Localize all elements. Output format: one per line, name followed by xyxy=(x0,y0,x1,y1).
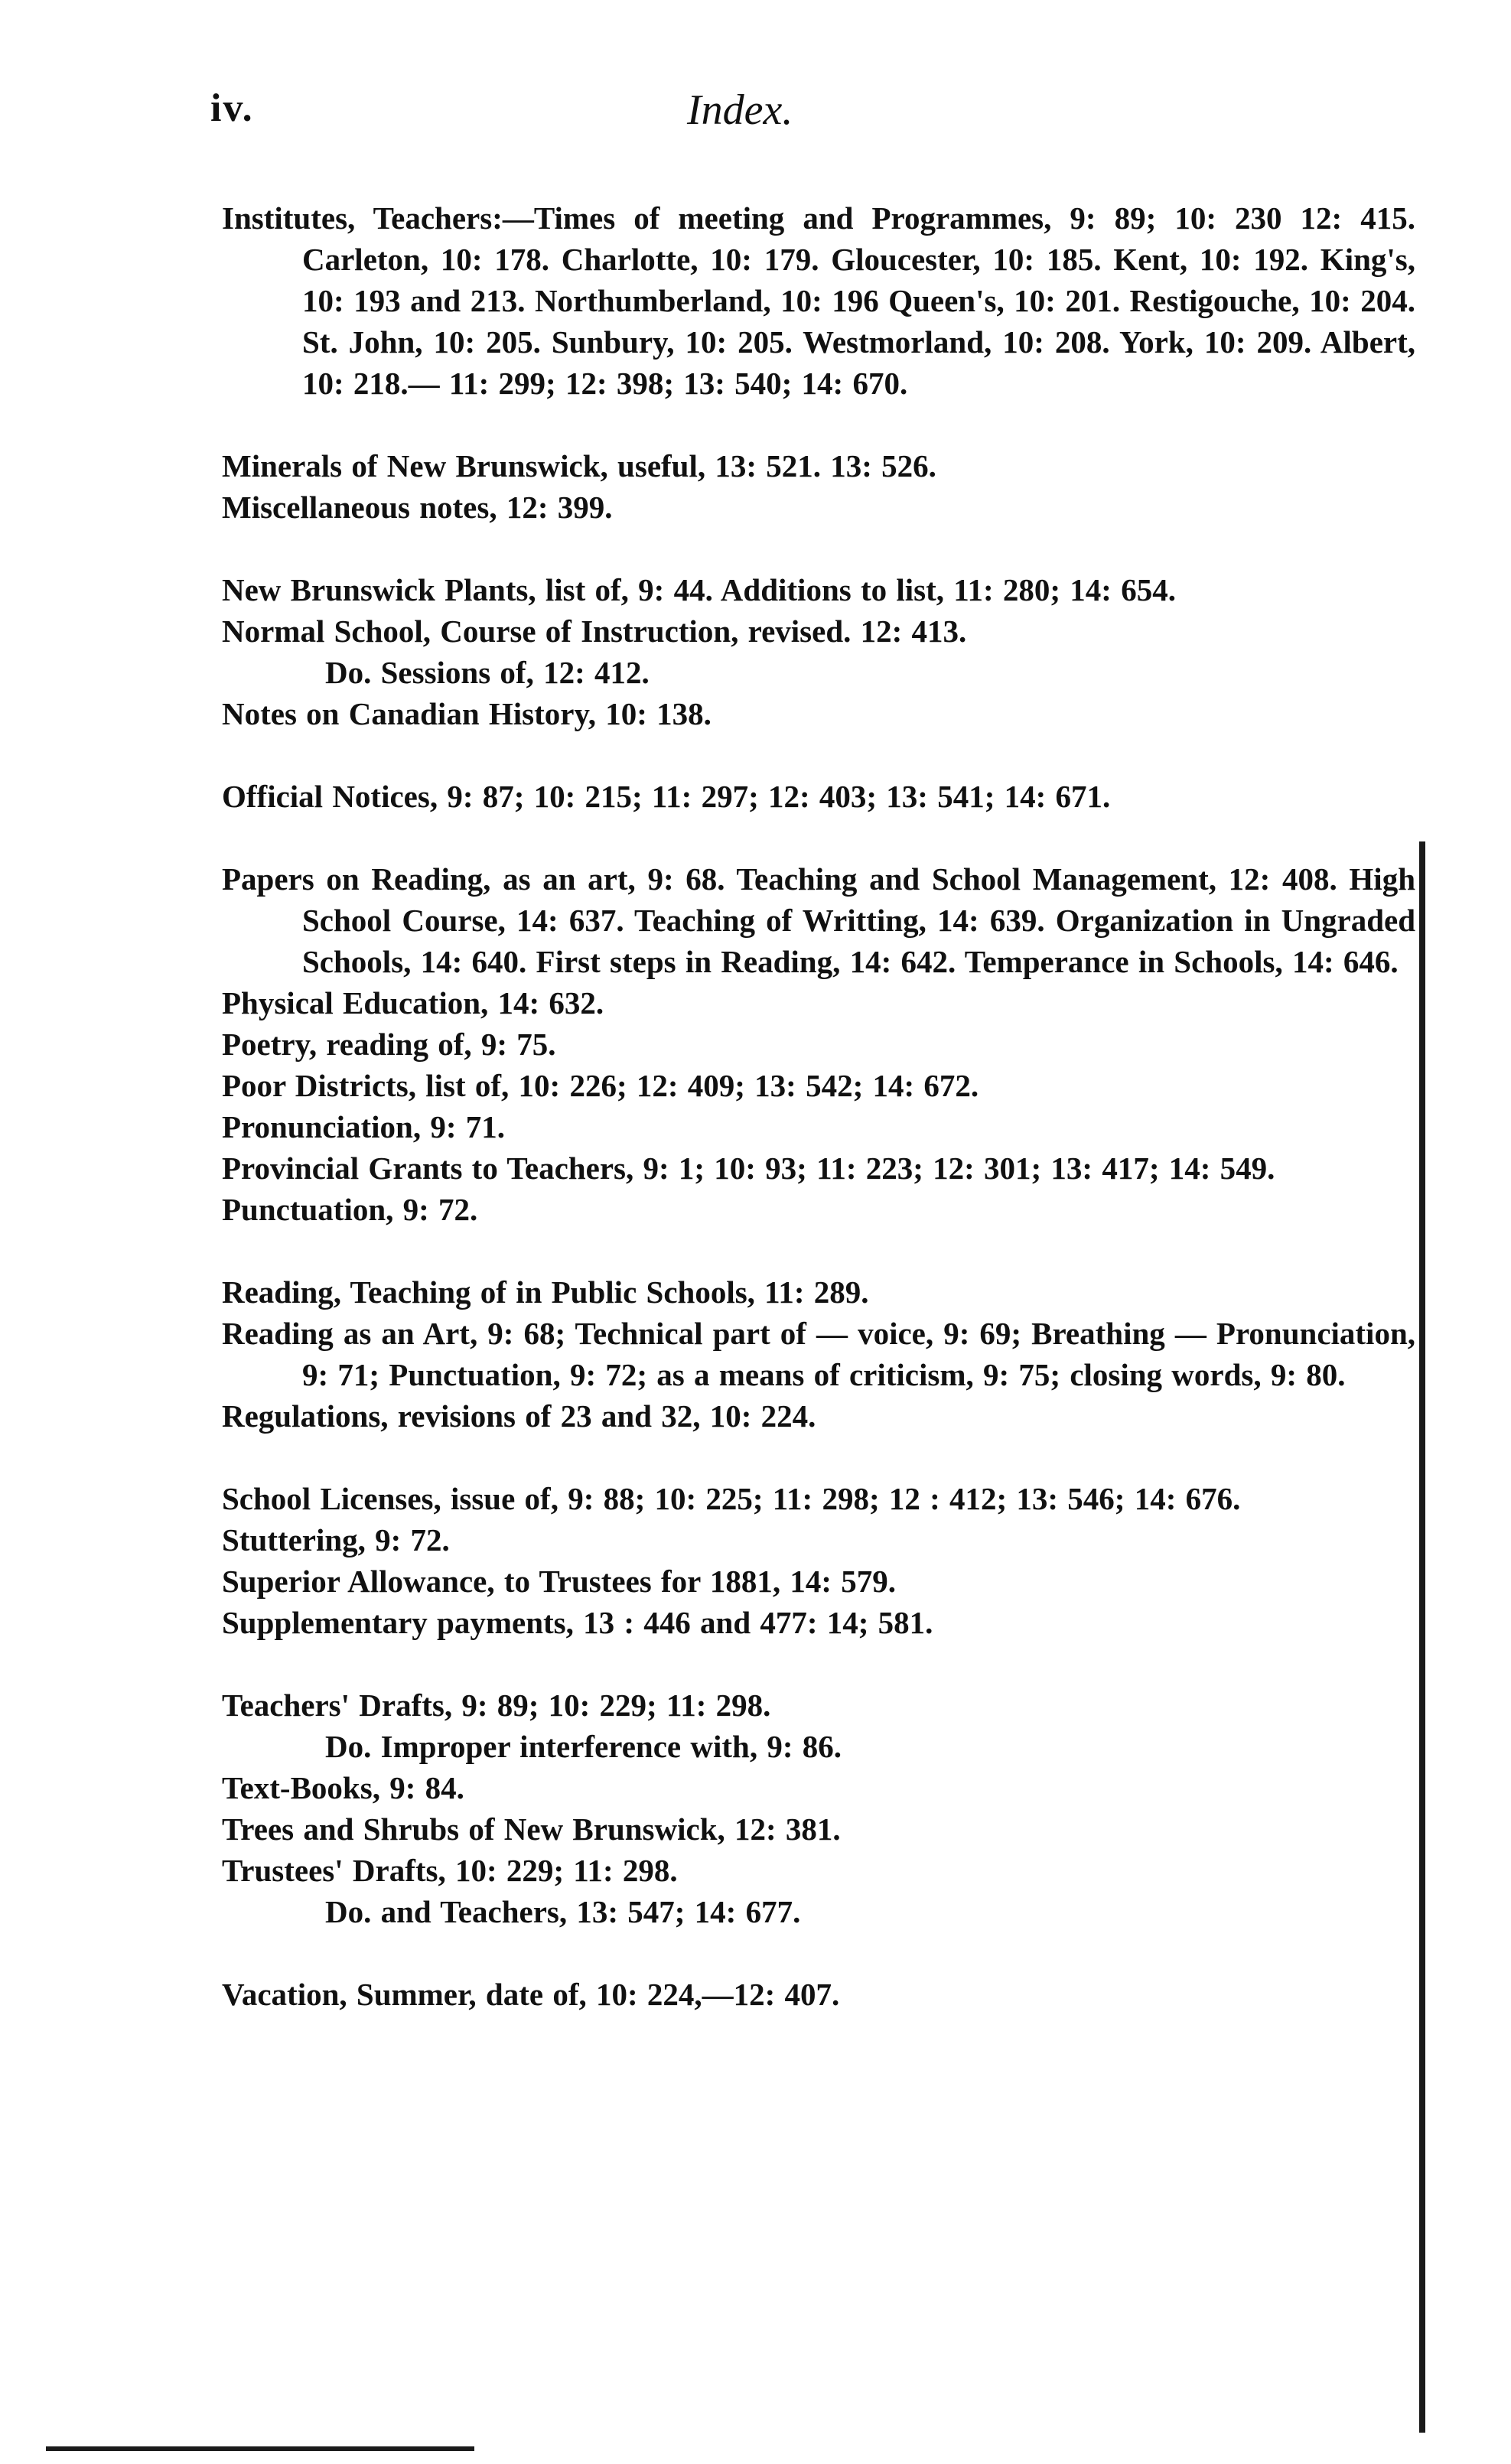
index-entry: Notes on Canadian History, 10: 138. xyxy=(222,696,712,731)
index-group xyxy=(222,197,1415,404)
index-entry: Supplementary payments, 13 : 446 and 477: 14; 581. xyxy=(222,1605,933,1640)
index-group xyxy=(222,1684,1415,1932)
index-entry: Reading, Teaching of in Public Schools, 11: 289. xyxy=(222,1274,869,1310)
index-entry: Poetry, reading of, 9: 75. xyxy=(222,1027,556,1062)
index-entry: School Licenses, issue of, 9: 88; 10: 225; 11: 298; 12 : 412; 13: 546; 14: 676. xyxy=(222,1481,1241,1516)
index-entry: Papers on Reading, as an art, 9: 68. Teaching and School Management, 12: 408. High School Course, 14: 637. Teaching of Writting, 14: 639. Organization in Ungraded Schools, 14: 640. First steps in Reading, 14: 642. Temperance in Schools, 14: 646. xyxy=(222,861,1415,979)
index-entry: Provincial Grants to Teachers, 9: 1; 10: 93; 11: 223; 12: 301; 13: 417; 14: 549. xyxy=(222,1151,1275,1186)
index-entry: Official Notices, 9: 87; 10: 215; 11: 297; 12: 403; 13: 541; 14: 671. xyxy=(222,779,1111,814)
index-subentry: Do. and Teachers, 13: 547; 14: 677. xyxy=(325,1894,801,1929)
index-entry: Minerals of New Brunswick, useful, 13: 521. 13: 526. xyxy=(222,448,936,483)
index-entry: Trustees' Drafts, 10: 229; 11: 298. xyxy=(222,1853,678,1888)
index-group xyxy=(222,858,1415,1230)
index-entry: Regulations, revisions of 23 and 32, 10: 224. xyxy=(222,1398,816,1434)
margin-rule xyxy=(1419,841,1425,2433)
index-entry: Physical Education, 14: 632. xyxy=(222,985,604,1020)
index-group xyxy=(222,569,1415,734)
running-head-title: Index. xyxy=(687,86,793,134)
index-entry: Normal School, Course of Instruction, revised. 12: 413. xyxy=(222,614,967,649)
index-entry: Reading as an Art, 9: 68; Technical part of — voice, 9: 69; Breathing — Pronunciation, 9: 71; Punctuation, 9: 72; as a means of criticism, 9: 75; closing words, 9: 80. xyxy=(222,1316,1415,1392)
index-entry: Institutes, Teachers:—Times of meeting and Programmes, 9: 89; 10: 230 12: 415. Carleton, 10: 178. Charlotte, 10: 179. Gloucester, 10: 185. Kent, 10: 192. King's, 10: 193 and 213. Northumberland, 10: 196 Queen's, 10: 201. Restigouche, 10: 204. St. John, 10: 205. Sunbury, 10: 205. Westmorland, 10: 208. York, 10: 209. Albert, 10: 218.— 11: 299; 12: 398; 13: 540; 14: 670. xyxy=(222,200,1415,401)
index-subentry: Do. Improper interference with, 9: 86. xyxy=(325,1729,842,1764)
index-group xyxy=(222,1271,1415,1437)
index-entry: Superior Allowance, to Trustees for 1881, 14: 579. xyxy=(222,1564,897,1599)
index-subentry: Do. Sessions of, 12: 412. xyxy=(325,655,650,690)
index-entry: New Brunswick Plants, list of, 9: 44. Additions to list, 11: 280; 14: 654. xyxy=(222,572,1176,607)
index-entry: Stuttering, 9: 72. xyxy=(222,1522,450,1557)
index-body xyxy=(222,197,1415,2056)
index-entry: Punctuation, 9: 72. xyxy=(222,1192,478,1227)
bottom-rule xyxy=(46,2446,474,2451)
index-group xyxy=(222,445,1415,528)
index-entry: Miscellaneous notes, 12: 399. xyxy=(222,490,613,525)
index-group xyxy=(222,1478,1415,1643)
index-entry: Trees and Shrubs of New Brunswick, 12: 381. xyxy=(222,1811,841,1847)
index-entry: Text-Books, 9: 84. xyxy=(222,1770,464,1805)
index-entry: Teachers' Drafts, 9: 89; 10: 229; 11: 298. xyxy=(222,1688,771,1723)
index-entry: Pronunciation, 9: 71. xyxy=(222,1109,505,1144)
index-entry: Poor Districts, list of, 10: 226; 12: 409; 13: 542; 14: 672. xyxy=(222,1068,979,1103)
index-group xyxy=(222,1974,1415,2015)
page-number: iv. xyxy=(210,86,254,130)
index-group xyxy=(222,776,1415,817)
index-entry: Vacation, Summer, date of, 10: 224,—12: 407. xyxy=(222,1977,840,2012)
